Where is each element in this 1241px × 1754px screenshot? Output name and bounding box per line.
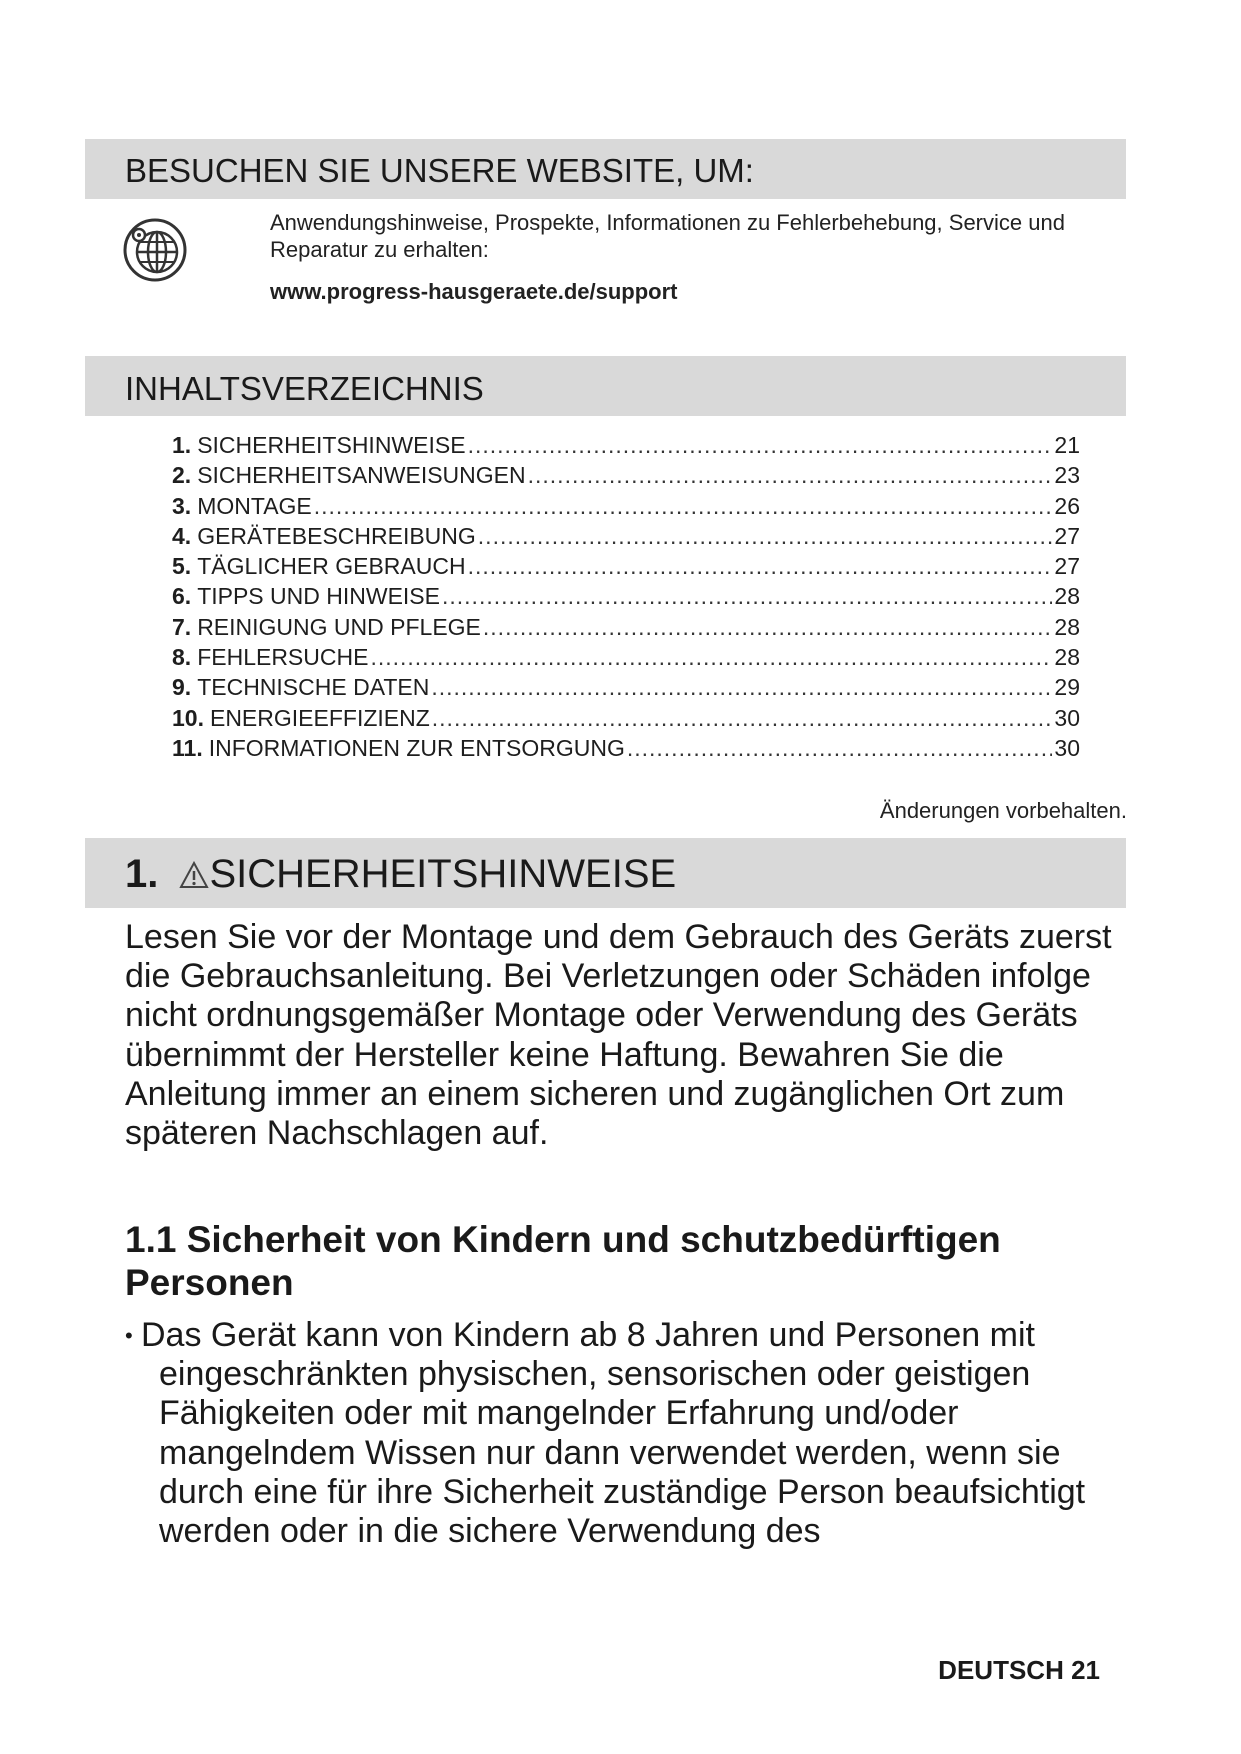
toc-item[interactable]: 10. ENERGIEEFFIZIENZ ..... 30 [172,705,1080,735]
change-note: Änderungen vorbehalten. [879,798,1127,823]
website-section-title: BESUCHEN SIE UNSERE WEBSITE, UM: [125,152,754,189]
website-description: Anwendungshinweise, Prospekte, Informationen zu Fehlerbehebung, Service und Reparatur zu erhalten: [270,210,1065,262]
toc-item[interactable]: 7. REINIGUNG UND PFLEGE ..... 28 [172,614,1080,644]
table-of-contents [172,432,1080,765]
bullet-first-line: Das Gerät kann von Kindern ab 8 Jahren und Personen mit [141,1316,1035,1354]
section-number: 1. [125,852,159,896]
warning-icon [179,861,209,889]
safety-section-header [85,838,1126,908]
toc-section-title: INHALTSVERZEICHNIS [125,370,484,407]
toc-item[interactable]: 1. SICHERHEITSHINWEISE ..... 21 [172,432,1080,462]
globe-icon [122,217,188,283]
toc-item[interactable]: 8. FEHLERSUCHE ..... 28 [172,644,1080,674]
toc-item[interactable]: 9. TECHNISCHE DATEN ..... 29 [172,674,1080,704]
website-section-header [85,139,1126,199]
toc-item[interactable]: 11. INFORMATIONEN ZUR ENTSORGUNG ..... 30 [172,735,1080,765]
page-footer: DEUTSCH 21 [938,1655,1100,1685]
toc-item[interactable]: 3. MONTAGE ..... 26 [172,493,1080,523]
toc-item[interactable]: 2. SICHERHEITSANWEISUNGEN ..... 23 [172,462,1080,492]
toc-item[interactable]: 5. TÄGLICHER GEBRAUCH ..... 27 [172,553,1080,583]
intro-paragraph: Lesen Sie vor der Montage und dem Gebrauch des Geräts zuerst die Gebrauchsanleitung. Bei Verletzungen oder Schäden infolge nicht ordnungsgemäßer Montage oder Verwendung des Geräts übernimmt der Hersteller keine Haftung. Bewahren Sie die Anleitung immer an einem sicheren und zugänglichen Ort zum späteren Nachschlagen auf. [125,918,1112,1153]
subsection-heading: 1.1 Sicherheit von Kindern und schutzbedürftigen Personen [125,1219,1001,1303]
support-url-link[interactable]: www.progress-hausgeraete.de/support [270,279,678,304]
bullet-continuation: eingeschränkten physischen, sensorischen oder geistigen Fähigkeiten oder mit mangelnder Erfahrung und/oder mangelndem Wissen nur dann verwendet werden, wenn sie durch eine für ihre Sicherheit zuständige Person beaufsichtigt werden oder in die sichere Verwendung des [159,1355,1086,1551]
list-item [125,1316,1130,1551]
bullet-icon: • [125,1323,133,1348]
section-title: SICHERHEITSHINWEISE [209,852,677,896]
toc-item[interactable]: 4. GERÄTEBESCHREIBUNG ..... 27 [172,523,1080,553]
toc-section-header [85,356,1126,416]
toc-item[interactable]: 6. TIPPS UND HINWEISE ..... 28 [172,583,1080,613]
